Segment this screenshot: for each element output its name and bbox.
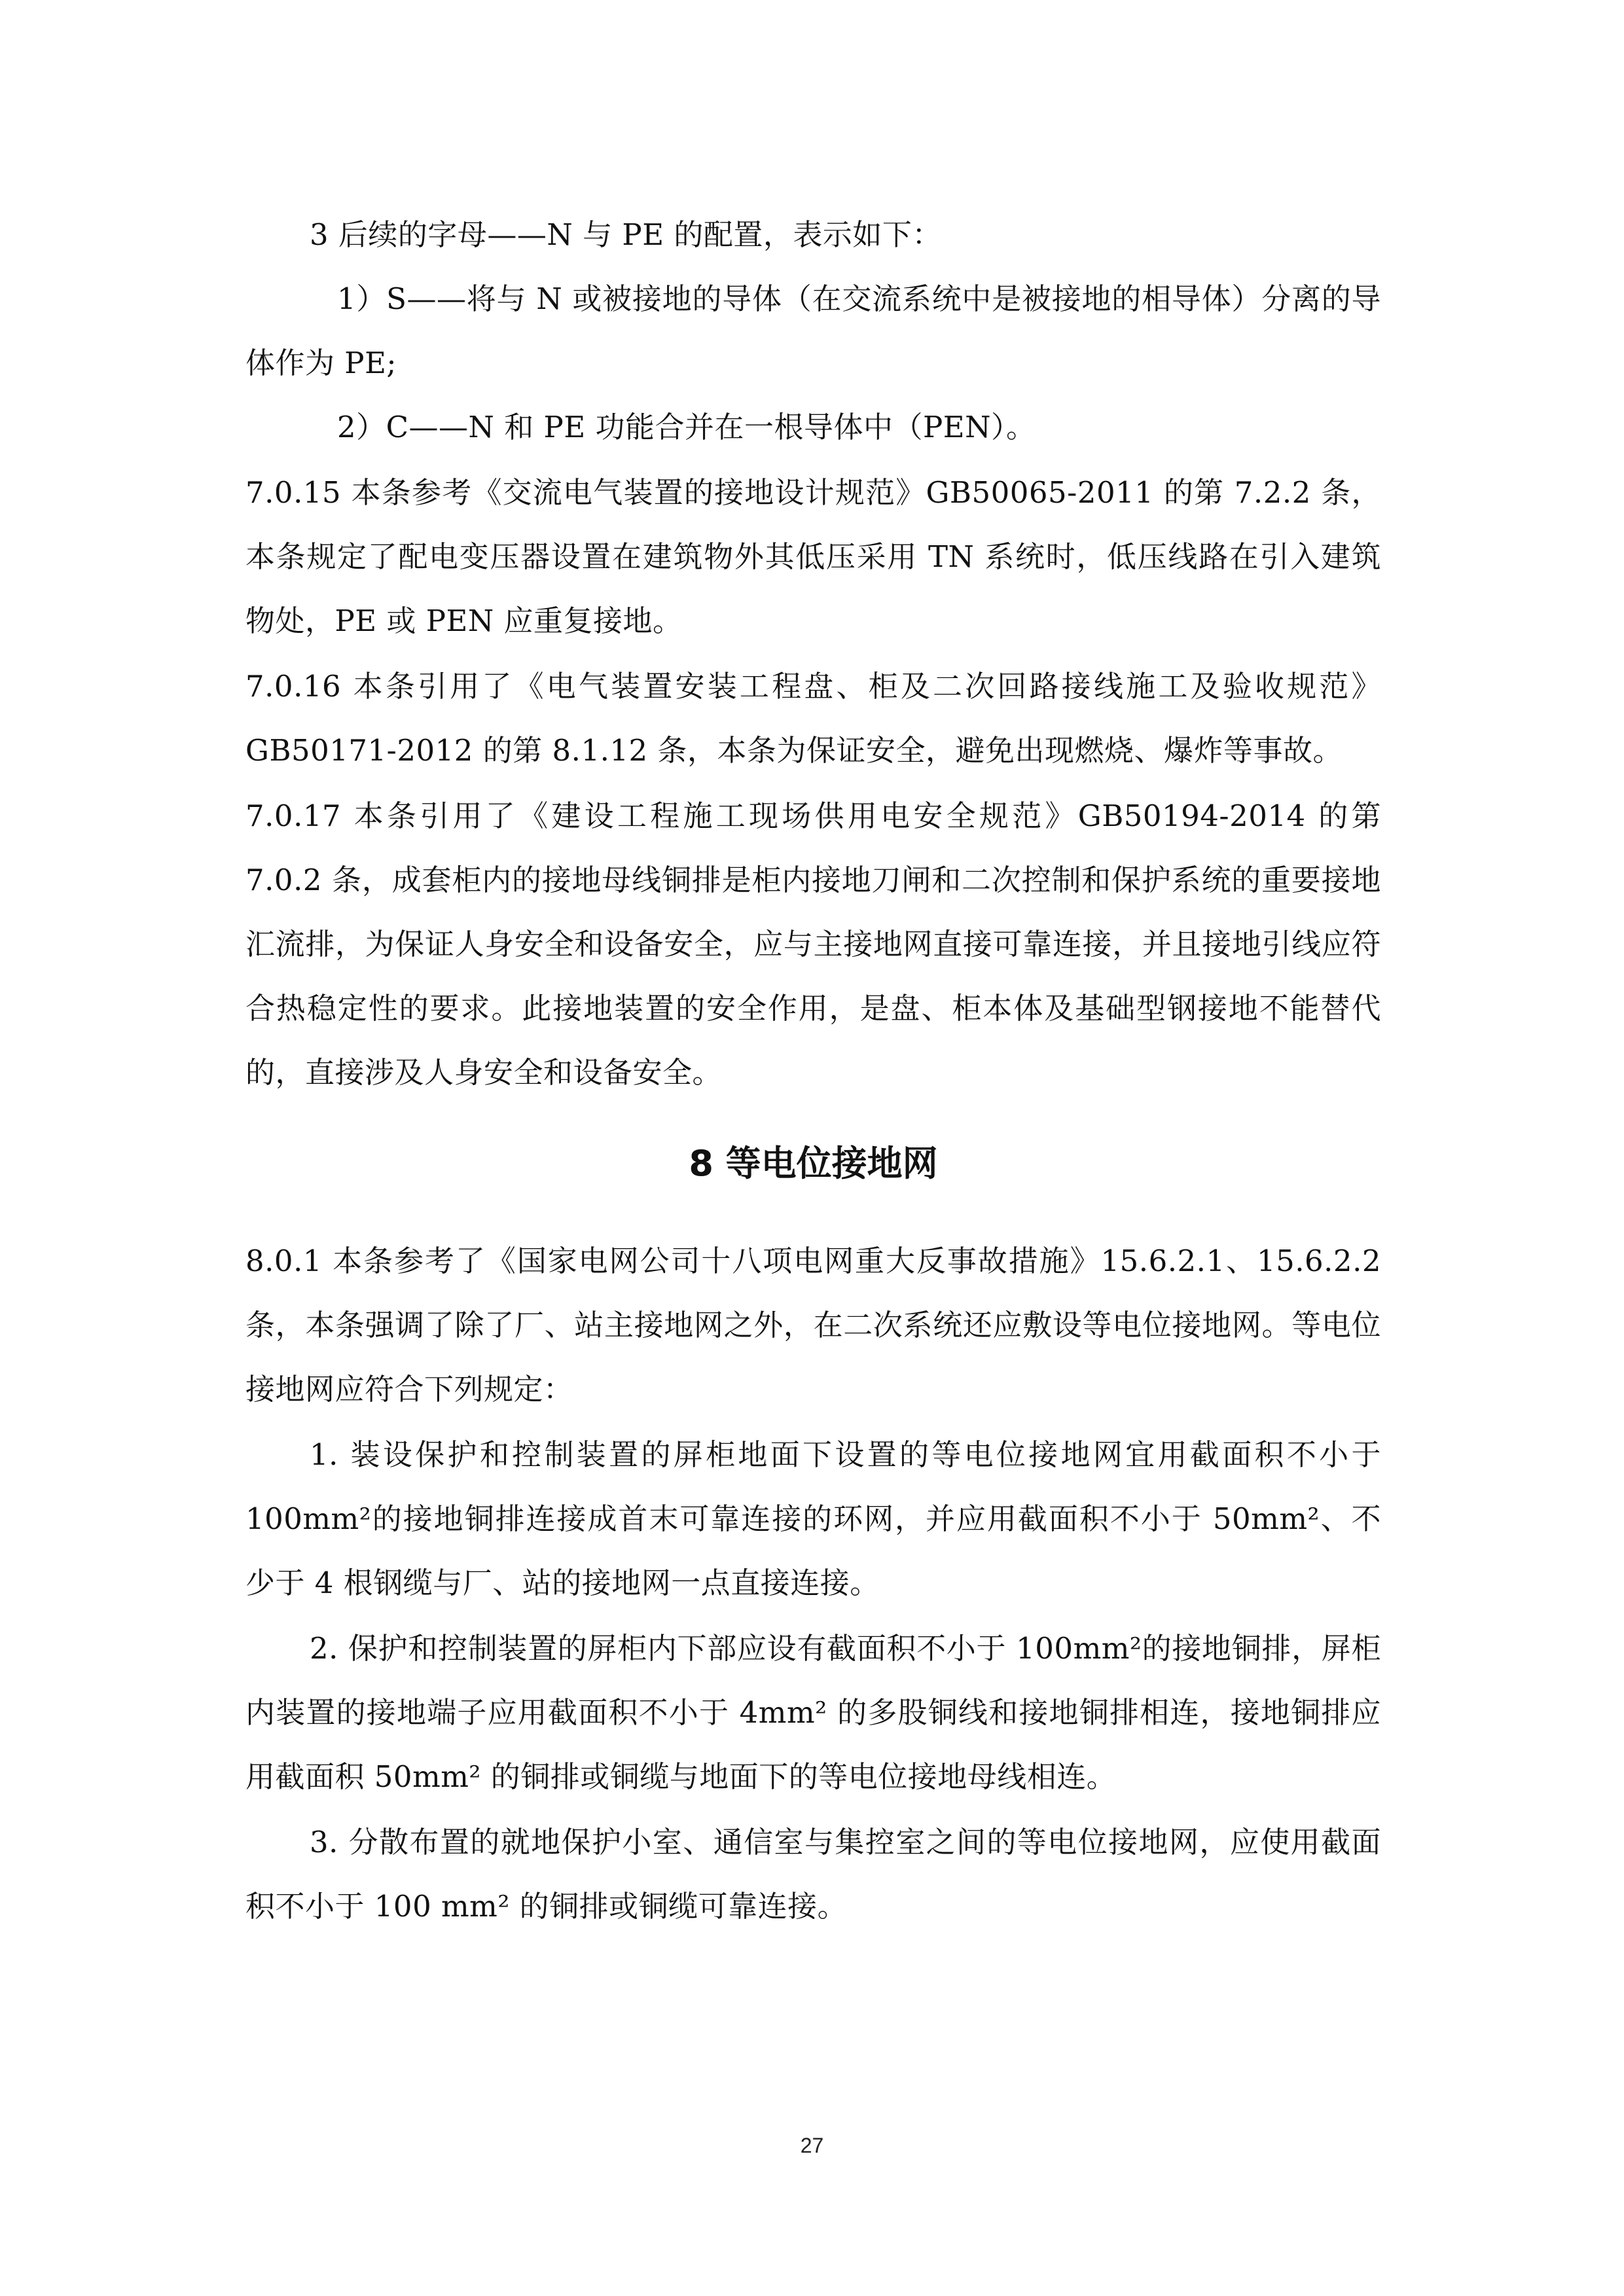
paragraph-7-0-15: 7.0.15 本条参考《交流电气装置的接地设计规范》GB50065-2011 的第 7.2.2 条，本条规定了配电变压器设置在建筑物外其低压采用 TN 系统时，低压线路在引入建筑物处，PE 或 PEN 应重复接地。 — [245, 475, 1381, 638]
paragraph-item-s: 1）S——将与 N 或被接地的导体（在交流系统中是被接地的相导体）分离的导体作为 PE; — [245, 281, 1381, 380]
section-heading: 8 等电位接地网 — [689, 1143, 938, 1184]
paragraph-8-0-1: 8.0.1 本条参考了《国家电网公司十八项电网重大反事故措施》15.6.2.1、15.6.2.2 条，本条强调了除了厂、站主接地网之外，在二次系统还应敷设等电位接地网。等电位接地网应符合下列规定： — [245, 1244, 1381, 1407]
paragraph-7-0-16: 7.0.16 本条引用了《电气装置安装工程盘、柜及二次回路接线施工及验收规范》GB50171-2012 的第 8.1.12 条，本条为保证安全，避免出现燃烧、爆炸等事故。 — [245, 669, 1381, 768]
paragraph-rule-2: 2. 保护和控制装置的屏柜内下部应设有截面积不小于 100mm²的接地铜排，屏柜内装置的接地端子应用截面积不小于 4mm² 的多股铜线和接地铜排相连，接地铜排应用截面积 50mm² 的铜排或铜缆与地面下的等电位接地母线相连。 — [245, 1631, 1381, 1794]
paragraph-rule-1: 1. 装设保护和控制装置的屏柜地面下设置的等电位接地网宜用截面积不小于 100mm²的接地铜排连接成首末可靠连接的环网，并应用截面积不小于 50mm²、不少于 4 根钢缆与厂、站的接地网一点直接连接。 — [245, 1437, 1381, 1600]
paragraph-letter-config: 3 后续的字母——N 与 PE 的配置，表示如下： — [310, 217, 942, 252]
paragraph-7-0-17: 7.0.17 本条引用了《建设工程施工现场供用电安全规范》GB50194-2014 的第 7.0.2 条，成套柜内的接地母线铜排是柜内接地刀闸和二次控制和保护系统的重要接地汇流排，为保证人身安全和设备安全，应与主接地网直接可靠连接，并且接地引线应符合热稳定性的要求。此接地装置的安全作用，是盘、柜本体及基础型钢接地不能替代的，直接涉及人身安全和设备安全。 — [245, 798, 1381, 1090]
page-content — [245, 203, 1381, 1939]
paragraph-item-c: 2）C——N 和 PE 功能合并在一根导体中（PEN）。 — [337, 410, 1036, 444]
page-number: 27 — [800, 2134, 824, 2157]
paragraph-rule-3: 3. 分散布置的就地保护小室、通信室与集控室之间的等电位接地网，应使用截面积不小于 100 mm² 的铜排或铜缆可靠连接。 — [245, 1825, 1381, 1924]
